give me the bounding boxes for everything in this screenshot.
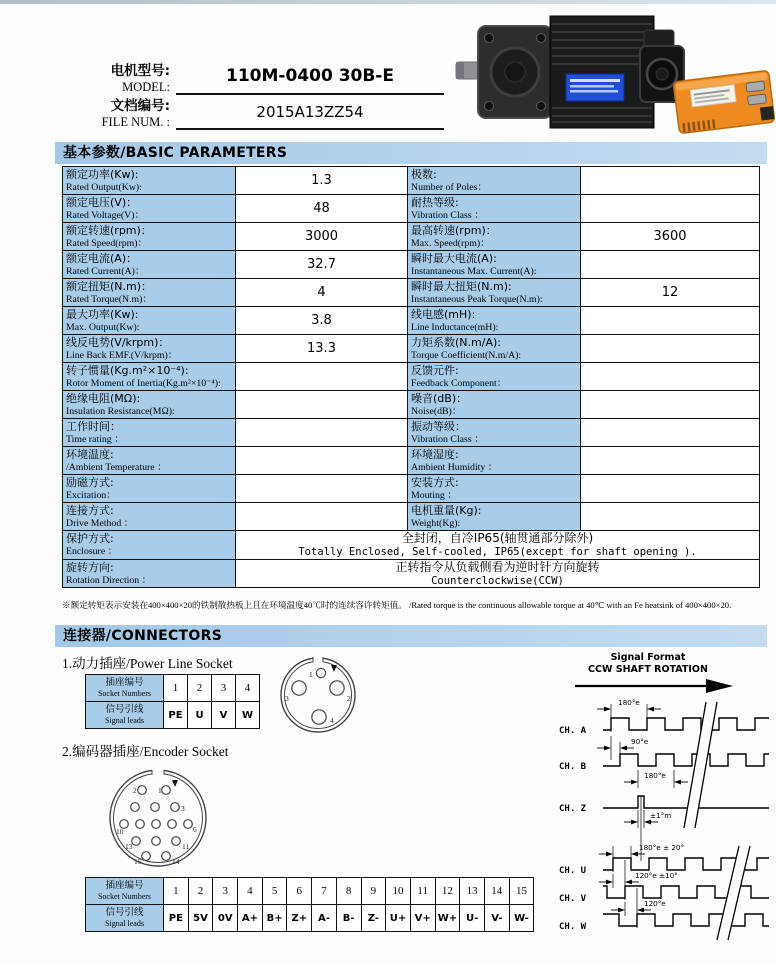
param-label-zh: 额定电压(V)： [66, 195, 138, 209]
power-socket-diagram [273, 653, 365, 741]
model-underline [176, 93, 444, 95]
encoder-socket-diagram [108, 762, 208, 874]
param-label-cell [408, 335, 581, 363]
channel-v-label: CH. V [559, 894, 587, 904]
param-label-cell [408, 251, 581, 279]
param-label-en: Ambient Humidity ： [411, 461, 498, 473]
socket-numbers-header [86, 675, 164, 702]
encoder-pin-10-label: 10 [116, 827, 124, 836]
encoder-signal-lead-cell: 0V [213, 905, 238, 932]
param-label-cell [408, 363, 581, 391]
param-value-cell [581, 419, 760, 447]
header-en: Signal leads [105, 715, 144, 725]
encoder-signal-lead-cell: Z+ [287, 905, 312, 932]
signal-leads-header [86, 905, 164, 932]
param-label-cell [63, 531, 236, 560]
param-label-zh: 额定功率(Kw): [66, 167, 139, 181]
param-label-zh: 耐热等级: [411, 195, 459, 209]
param-label-en: Max. Output(Kw): [66, 321, 140, 333]
param-value-cell [236, 419, 408, 447]
param-row [63, 335, 760, 363]
param-label-en: Noise(dB)： [411, 405, 462, 417]
encoder-signal-lead-cell: U+ [386, 905, 411, 932]
header-en: Socket Numbers [97, 688, 152, 698]
encoder-socket-number-cell: 6 [287, 878, 312, 905]
encoder-pin-2-label: 2 [133, 786, 137, 795]
file-label [58, 98, 170, 130]
param-label-en: Rated Speed(rpm)： [66, 237, 148, 249]
file-label-zh: 文档编号: [110, 98, 170, 114]
signal-format-diagram [543, 648, 776, 948]
channel-b-label: CH. B [559, 762, 587, 772]
param-value-cell [581, 167, 760, 195]
header-en: Signal leads [105, 918, 144, 928]
motor-photo [456, 16, 684, 128]
param-label-en: Instantaneous Peak Torque(N.m): [411, 293, 543, 305]
model-value: 110M-0400 30B-E [226, 66, 394, 86]
encoder-socket-number-cell: 10 [386, 878, 411, 905]
param-value-cell: 32.7 [236, 251, 408, 279]
annotation-u-width: 180°e ± 20° [639, 843, 685, 852]
signal-format-title: Signal Format [610, 652, 686, 663]
param-label-en: Rated Torque(N.m)： [66, 293, 153, 305]
param-value-cell [236, 363, 408, 391]
socket-numbers-header [86, 878, 164, 905]
param-value-cell [581, 391, 760, 419]
encoder-socket-number-cell: 8 [336, 878, 361, 905]
file-label-en: FILE NUM. : [101, 114, 170, 129]
param-label-cell [63, 307, 236, 335]
enclosure-value-zh: 全封闭，自冷IP65(轴贯通部分除外) [401, 531, 594, 545]
param-label-zh: 电机重量(Kg): [411, 503, 482, 517]
param-label-cell [63, 419, 236, 447]
basic-params-body [63, 167, 760, 531]
param-label-en: Line Back EMF.(V/krpm)： [66, 349, 178, 361]
param-row [63, 503, 760, 531]
encoder-socket-number-cell: 13 [460, 878, 485, 905]
header-zh: 插座编号 [105, 677, 144, 689]
file-underline [176, 128, 444, 130]
basic-params-table [62, 166, 760, 588]
power-signal-lead-cell: W [236, 702, 260, 729]
param-label-cell [63, 391, 236, 419]
param-label-cell [408, 307, 581, 335]
power-socket-table [85, 674, 260, 729]
param-label-cell [63, 167, 236, 195]
encoder-signal-lead-cell: A+ [238, 905, 263, 932]
rotation-direction-arrow-icon [706, 679, 733, 693]
encoder-pin-15-label: 15 [134, 857, 142, 866]
param-value-cell [581, 447, 760, 475]
param-label-cell [63, 503, 236, 531]
param-row [63, 307, 760, 335]
power-socket-number-cell: 3 [212, 675, 236, 702]
param-label-zh: 额定转速(rpm)： [66, 223, 152, 237]
encoder-socket-number-cell: 7 [312, 878, 337, 905]
param-label-en: Rated Voltage(V)： [66, 209, 145, 221]
param-label-zh: 连接方式: [66, 503, 114, 517]
annotation-b-period: 180°e [644, 771, 666, 780]
param-label-cell [408, 279, 581, 307]
encoder-socket-number-cell: 2 [188, 878, 213, 905]
param-value-cell [581, 363, 760, 391]
encoder-signal-lead-cell: W+ [435, 905, 460, 932]
power-pin-1-label: 1 [309, 670, 313, 679]
param-label-en: Drive Method ： [66, 517, 134, 529]
header-zh: 插座编号 [105, 880, 144, 892]
encoder-signal-lead-cell: U- [460, 905, 485, 932]
rotation-value-cell [236, 559, 760, 588]
encoder-signal-lead-cell: B+ [262, 905, 287, 932]
annotation-a-period: 180°e [618, 698, 640, 707]
param-value-cell [236, 475, 408, 503]
param-value-cell [236, 391, 408, 419]
power-numbers-row [86, 675, 260, 702]
encoder-signal-lead-cell: V+ [410, 905, 435, 932]
param-label-en: Vibration Class ： [411, 433, 484, 445]
param-label-cell [408, 167, 581, 195]
param-label-zh: 极数: [411, 167, 437, 181]
param-row [63, 279, 760, 307]
encoder-pin-3-label: 3 [181, 804, 185, 813]
encoder-signal-lead-cell: 5V [188, 905, 213, 932]
param-label-zh: 绝缘电阻(MΩ): [66, 391, 141, 405]
param-label-zh: 环境湿度: [411, 447, 459, 461]
param-value-cell [581, 475, 760, 503]
param-label-zh: 瞬时最大扭矩(N.m): [411, 279, 512, 293]
param-label-zh: 旋转方向: [66, 560, 114, 574]
encoder-socket-number-cell: 1 [164, 878, 189, 905]
param-value-cell: 1.3 [236, 167, 408, 195]
header-en: Socket Numbers [97, 891, 152, 901]
param-label-cell [63, 279, 236, 307]
param-row [63, 419, 760, 447]
param-value-cell: 13.3 [236, 335, 408, 363]
param-label-en: Torque Coefficient(N.m/A): [411, 349, 522, 361]
param-label-en: Mouting ： [411, 489, 457, 501]
param-row [63, 475, 760, 503]
param-value-cell: 3000 [236, 223, 408, 251]
param-value-cell [581, 503, 760, 531]
power-leads-row [86, 702, 260, 729]
param-row [63, 223, 760, 251]
model-label-zh: 电机型号: [110, 63, 170, 79]
param-label-cell [63, 475, 236, 503]
param-row [63, 195, 760, 223]
param-label-zh: 环境温度: [66, 447, 114, 461]
param-label-en: Rated Output(Kw): [66, 181, 142, 193]
rotation-value-en: Counterclockwise(CCW) [431, 574, 564, 587]
section-basic-params: 基本参数/BASIC PARAMETERS [55, 142, 767, 164]
encoder-signal-lead-cell: Z- [361, 905, 386, 932]
power-socket-number-cell: 4 [236, 675, 260, 702]
encoder-socket-number-cell: 4 [238, 878, 263, 905]
encoder-socket-table [85, 877, 534, 932]
channel-a-label: CH. A [559, 726, 587, 736]
header-zh: 信号引线 [105, 907, 144, 919]
encoder-pin-14-label: 14 [172, 857, 180, 866]
encoder-socket-number-cell: 15 [509, 878, 534, 905]
power-pin-4-label: 4 [330, 716, 334, 725]
param-label-cell [63, 251, 236, 279]
encoder-socket-number-cell: 14 [484, 878, 509, 905]
param-label-cell [408, 419, 581, 447]
annotation-ab-phase: 90°e [631, 737, 649, 746]
encoder-socket-number-cell: 9 [361, 878, 386, 905]
encoder-signal-lead-cell: PE [164, 905, 189, 932]
param-value-cell: 4 [236, 279, 408, 307]
param-label-zh: 励磁方式: [66, 475, 114, 489]
param-value-cell: 3.8 [236, 307, 408, 335]
encoder-signal-lead-cell: B- [336, 905, 361, 932]
param-label-zh: 瞬时最大电流(A): [411, 251, 497, 265]
encoder-signal-lead-cell: V- [484, 905, 509, 932]
encoder-socket-number-cell: 3 [213, 878, 238, 905]
param-label-zh: 额定电流(A)： [66, 251, 138, 265]
param-label-zh: 额定扭矩(N.m)： [66, 279, 153, 293]
param-label-zh: 反馈元件: [411, 363, 459, 377]
param-label-zh: 保护方式: [66, 532, 114, 546]
param-value-cell [581, 195, 760, 223]
param-value-cell: 3600 [581, 223, 760, 251]
power-socket-number-cell: 1 [164, 675, 188, 702]
encoder-socket-number-cell: 12 [435, 878, 460, 905]
ccw-rotation-title: CCW SHAFT ROTATION [588, 664, 708, 675]
param-label-en: Excitation： [66, 489, 117, 501]
encoder-pin-13-label: 13 [125, 842, 133, 851]
param-label-cell [63, 195, 236, 223]
param-label-cell [408, 503, 581, 531]
power-signal-lead-cell: PE [164, 702, 188, 729]
encoder-pin-11-label: 11 [182, 842, 190, 851]
keyway-arrow-icon [172, 780, 178, 787]
param-value-cell [236, 447, 408, 475]
rotation-value-zh: 正转指令从负载侧看为逆时针方向旋转 [395, 559, 600, 574]
param-label-zh: 振动等级： [411, 419, 466, 433]
encoder-numbers-row [86, 878, 534, 905]
driver-photo [673, 70, 775, 133]
param-label-en: Rated Current(A)： [66, 265, 145, 277]
encoder-socket-number-cell: 11 [410, 878, 435, 905]
param-label-en: Instantaneous Max. Current(A): [411, 265, 537, 277]
param-value-cell [581, 307, 760, 335]
param-label-cell [408, 195, 581, 223]
power-pin-3-label: 3 [285, 694, 289, 703]
channel-w-label: CH. W [559, 922, 587, 932]
param-label-en: Max. Speed(rpm)： [411, 237, 490, 249]
param-label-en: Line Inductance(mH): [411, 321, 499, 333]
param-label-cell [63, 559, 236, 588]
channel-u-label: CH. U [559, 866, 587, 876]
encoder-pin-1-label: 1 [158, 786, 162, 795]
param-label-cell [63, 335, 236, 363]
param-label-zh: 安装方式: [411, 475, 459, 489]
param-label-en: Rotation Direction ： [66, 574, 152, 586]
param-row [63, 251, 760, 279]
model-label [58, 63, 170, 95]
encoder-pin-6-label: 6 [193, 825, 197, 834]
enclosure-row [63, 531, 760, 560]
power-pin-2-label: 2 [347, 694, 351, 703]
annotation-uv-phase: 120°e ±10° [635, 871, 678, 880]
param-value-cell [581, 335, 760, 363]
signal-leads-header [86, 702, 164, 729]
basic-params-footer [63, 531, 760, 588]
param-label-en: Time rating ： [66, 433, 124, 445]
param-row [63, 167, 760, 195]
product-photo [454, 2, 776, 142]
param-label-zh: 线电感(mH): [411, 307, 476, 321]
param-label-zh: 最大功率(Kw): [66, 307, 139, 321]
keyway-arrow-icon [331, 665, 337, 672]
header-zh: 信号引线 [105, 704, 144, 716]
model-label-en: MODEL: [122, 79, 170, 94]
param-label-en: Weight(Kg): [411, 517, 461, 529]
power-signal-lead-cell: U [188, 702, 212, 729]
param-label-zh: 工作时间： [66, 419, 121, 433]
param-label-cell [63, 447, 236, 475]
param-value-cell [581, 251, 760, 279]
param-label-cell [63, 363, 236, 391]
encoder-signal-lead-cell: W- [509, 905, 534, 932]
annotation-z-width: ±1°m [650, 811, 672, 820]
section-connectors: 连接器/CONNECTORS [55, 625, 767, 647]
param-label-zh: 最高转速(rpm)： [411, 223, 497, 237]
param-label-zh: 转子惯量(Kg.m²×10⁻⁴): [66, 363, 189, 377]
param-row [63, 391, 760, 419]
param-label-cell [408, 223, 581, 251]
param-label-en: Feedback Component： [411, 377, 507, 389]
encoder-socket-number-cell: 5 [262, 878, 287, 905]
param-label-zh: 线反电势(V/krpm)： [66, 335, 170, 349]
rated-torque-footnote: ※额定转矩表示安装在400×400×20的铁制散热板上且在环境温度40℃时的连续容许转矩值。 /Rated torque is the continuous allowable torque at 40℃ with an Fe heatsink of 400×400×20. [62, 600, 732, 610]
param-label-en: Rotor Moment of Inertia(Kg.m²×10⁻⁴): [66, 377, 221, 389]
param-label-cell [63, 223, 236, 251]
param-label-cell [408, 391, 581, 419]
param-label-zh: 噪音(dB)： [411, 391, 468, 405]
param-label-en: /Ambient Temperature ： [66, 461, 167, 473]
file-value: 2015A13ZZ54 [256, 103, 364, 121]
param-value-cell: 48 [236, 195, 408, 223]
encoder-leads-row [86, 905, 534, 932]
param-label-en: Number of Poles： [411, 181, 488, 193]
param-label-en: Enclosure ： [66, 546, 118, 558]
power-signal-lead-cell: V [212, 702, 236, 729]
enclosure-value-en: Totally Enclosed, Self-cooled, IP65(except for shaft opening ). [298, 546, 697, 558]
enclosure-value-cell [236, 531, 760, 560]
encoder-signal-lead-cell: A- [312, 905, 337, 932]
encoder-socket-title: 2.编码器插座/Encoder Socket [62, 744, 229, 759]
annotation-vw-phase: 120°e [644, 899, 666, 908]
param-value-cell [236, 503, 408, 531]
rotation-row [63, 559, 760, 588]
power-socket-number-cell: 2 [188, 675, 212, 702]
param-label-zh: 力矩系数(N.m/A): [411, 335, 501, 349]
param-label-cell [408, 447, 581, 475]
channel-z-label: CH. Z [559, 804, 587, 814]
param-row [63, 363, 760, 391]
param-label-en: Insulation Resistance(MΩ): [66, 405, 175, 417]
param-row [63, 447, 760, 475]
param-label-cell [408, 475, 581, 503]
power-socket-title: 1.动力插座/Power Line Socket [62, 656, 233, 671]
param-label-en: Vibration Class ： [411, 209, 484, 221]
param-value-cell: 12 [581, 279, 760, 307]
